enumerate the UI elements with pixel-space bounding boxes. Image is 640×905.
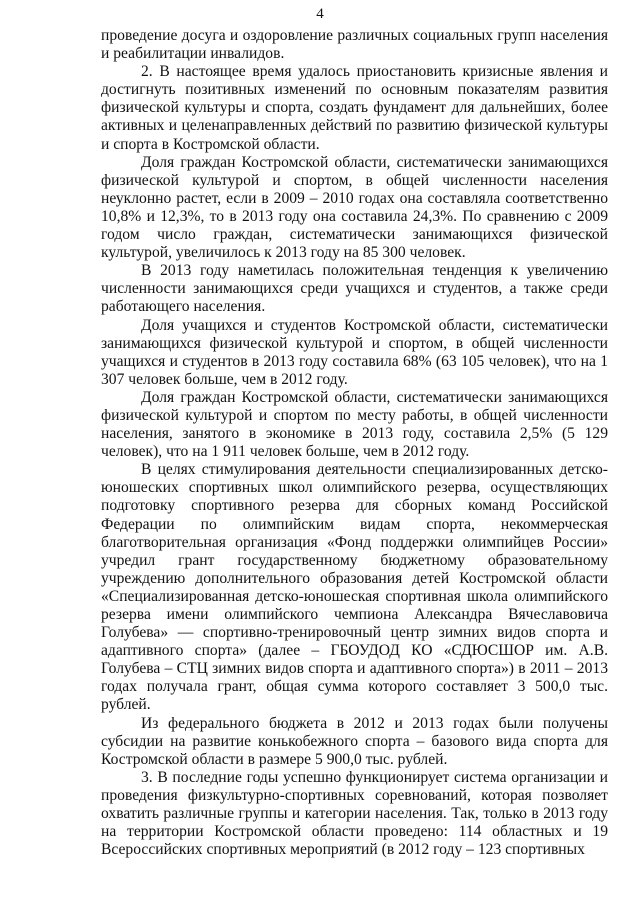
document-body (101, 27, 608, 859)
paragraph-federal-subsidy: Из федерального бюджета в 2012 и 2013 годах были получены субсидии на развитие конькобежного спорта – базового вида спорта для Костромской области в размере 5 900,0 тыс. рублей. (101, 714, 608, 768)
paragraph-positive-trend: В 2013 году наметилась положительная тенденция к увеличению численности занимающихся среди учащихся и студентов, а также среди работающего населения. (101, 262, 608, 316)
paragraph-workplace-share: Доля граждан Костромской области, систематически занимающихся физической культурой и спортом по месту работы, в общей численности населения, занятого в экономике в 2013 году, составила 2,5% (5 129 человек), что на 1 911 человек больше, чем в 2012 году. (101, 388, 608, 461)
paragraph-grant: В целях стимулирования деятельности специализированных детско-юношеских спортивных школ олимпийского резерва, осуществляющих подготовку спортивного резерва для сборных команд Российской Федерации по олимпийским видам спорта, некоммерческая благотворительная организация «Фонд поддержки олимпийцев России» учредил грант государственному бюджетному образовательному учреждению дополнительного образования детей Костромской области «Специализированная детско-юношеская спортивная школа олимпийского резерва имени олимпийского чемпиона Александра Вячеславовича Голубева» — спортивно-тренировочный центр зимних видов спорта и адаптивного спорта» (далее – ГБОУДОД КО «СДЮСШОР им. А.В. Голубева – СТЦ зимних видов спорта и адаптивного спорта») в 2011 – 2013 годах получала грант, общая сумма которого составляет 3 500,0 тыс. рублей. (101, 461, 608, 714)
paragraph-students-share: Доля учащихся и студентов Костромской области, систематически занимающихся физической культурой и спортом, в общей численности учащихся и студентов в 2013 году составила 68% (63 105 человек), что на 1 307 человек больше, чем в 2012 году. (101, 316, 608, 388)
paragraph-item-3: 3. В последние годы успешно функционирует система организации и проведения физкультурно-спортивных соревнований, которая позволяет охватить различные группы и категории населения. Так, только в 2013 году на территории Костромской области проведено: 114 областных и 19 Всероссийских спортивных мероприятий (в 2012 году – 123 спортивных (101, 768, 608, 859)
paragraph-share-citizens: Доля граждан Костромской области, систематически занимающихся физической культурой и спортом, в общей численности населения неуклонно растет, если в 2009 – 2010 годах она составляла соответственно 10,8% и 12,3%, то в 2013 году она составила 24,3%. По сравнению с 2009 годом число граждан, систематически занимающихся физической культурой, увеличилось к 2013 году на 85 300 человек. (101, 153, 608, 262)
paragraph-continuation: проведение досуга и оздоровление различных социальных групп населения и реабилитации инвалидов. (101, 27, 608, 63)
page-number: 4 (316, 6, 324, 22)
paragraph-item-2: 2. В настоящее время удалось приостановить кризисные явления и достигнуть позитивных изменений по основным показателям развития физической культуры и спорта, создать фундамент для дальнейших, более активных и целенаправленных действий по развитию физической культуры и спорта в Костромской области. (101, 63, 608, 153)
